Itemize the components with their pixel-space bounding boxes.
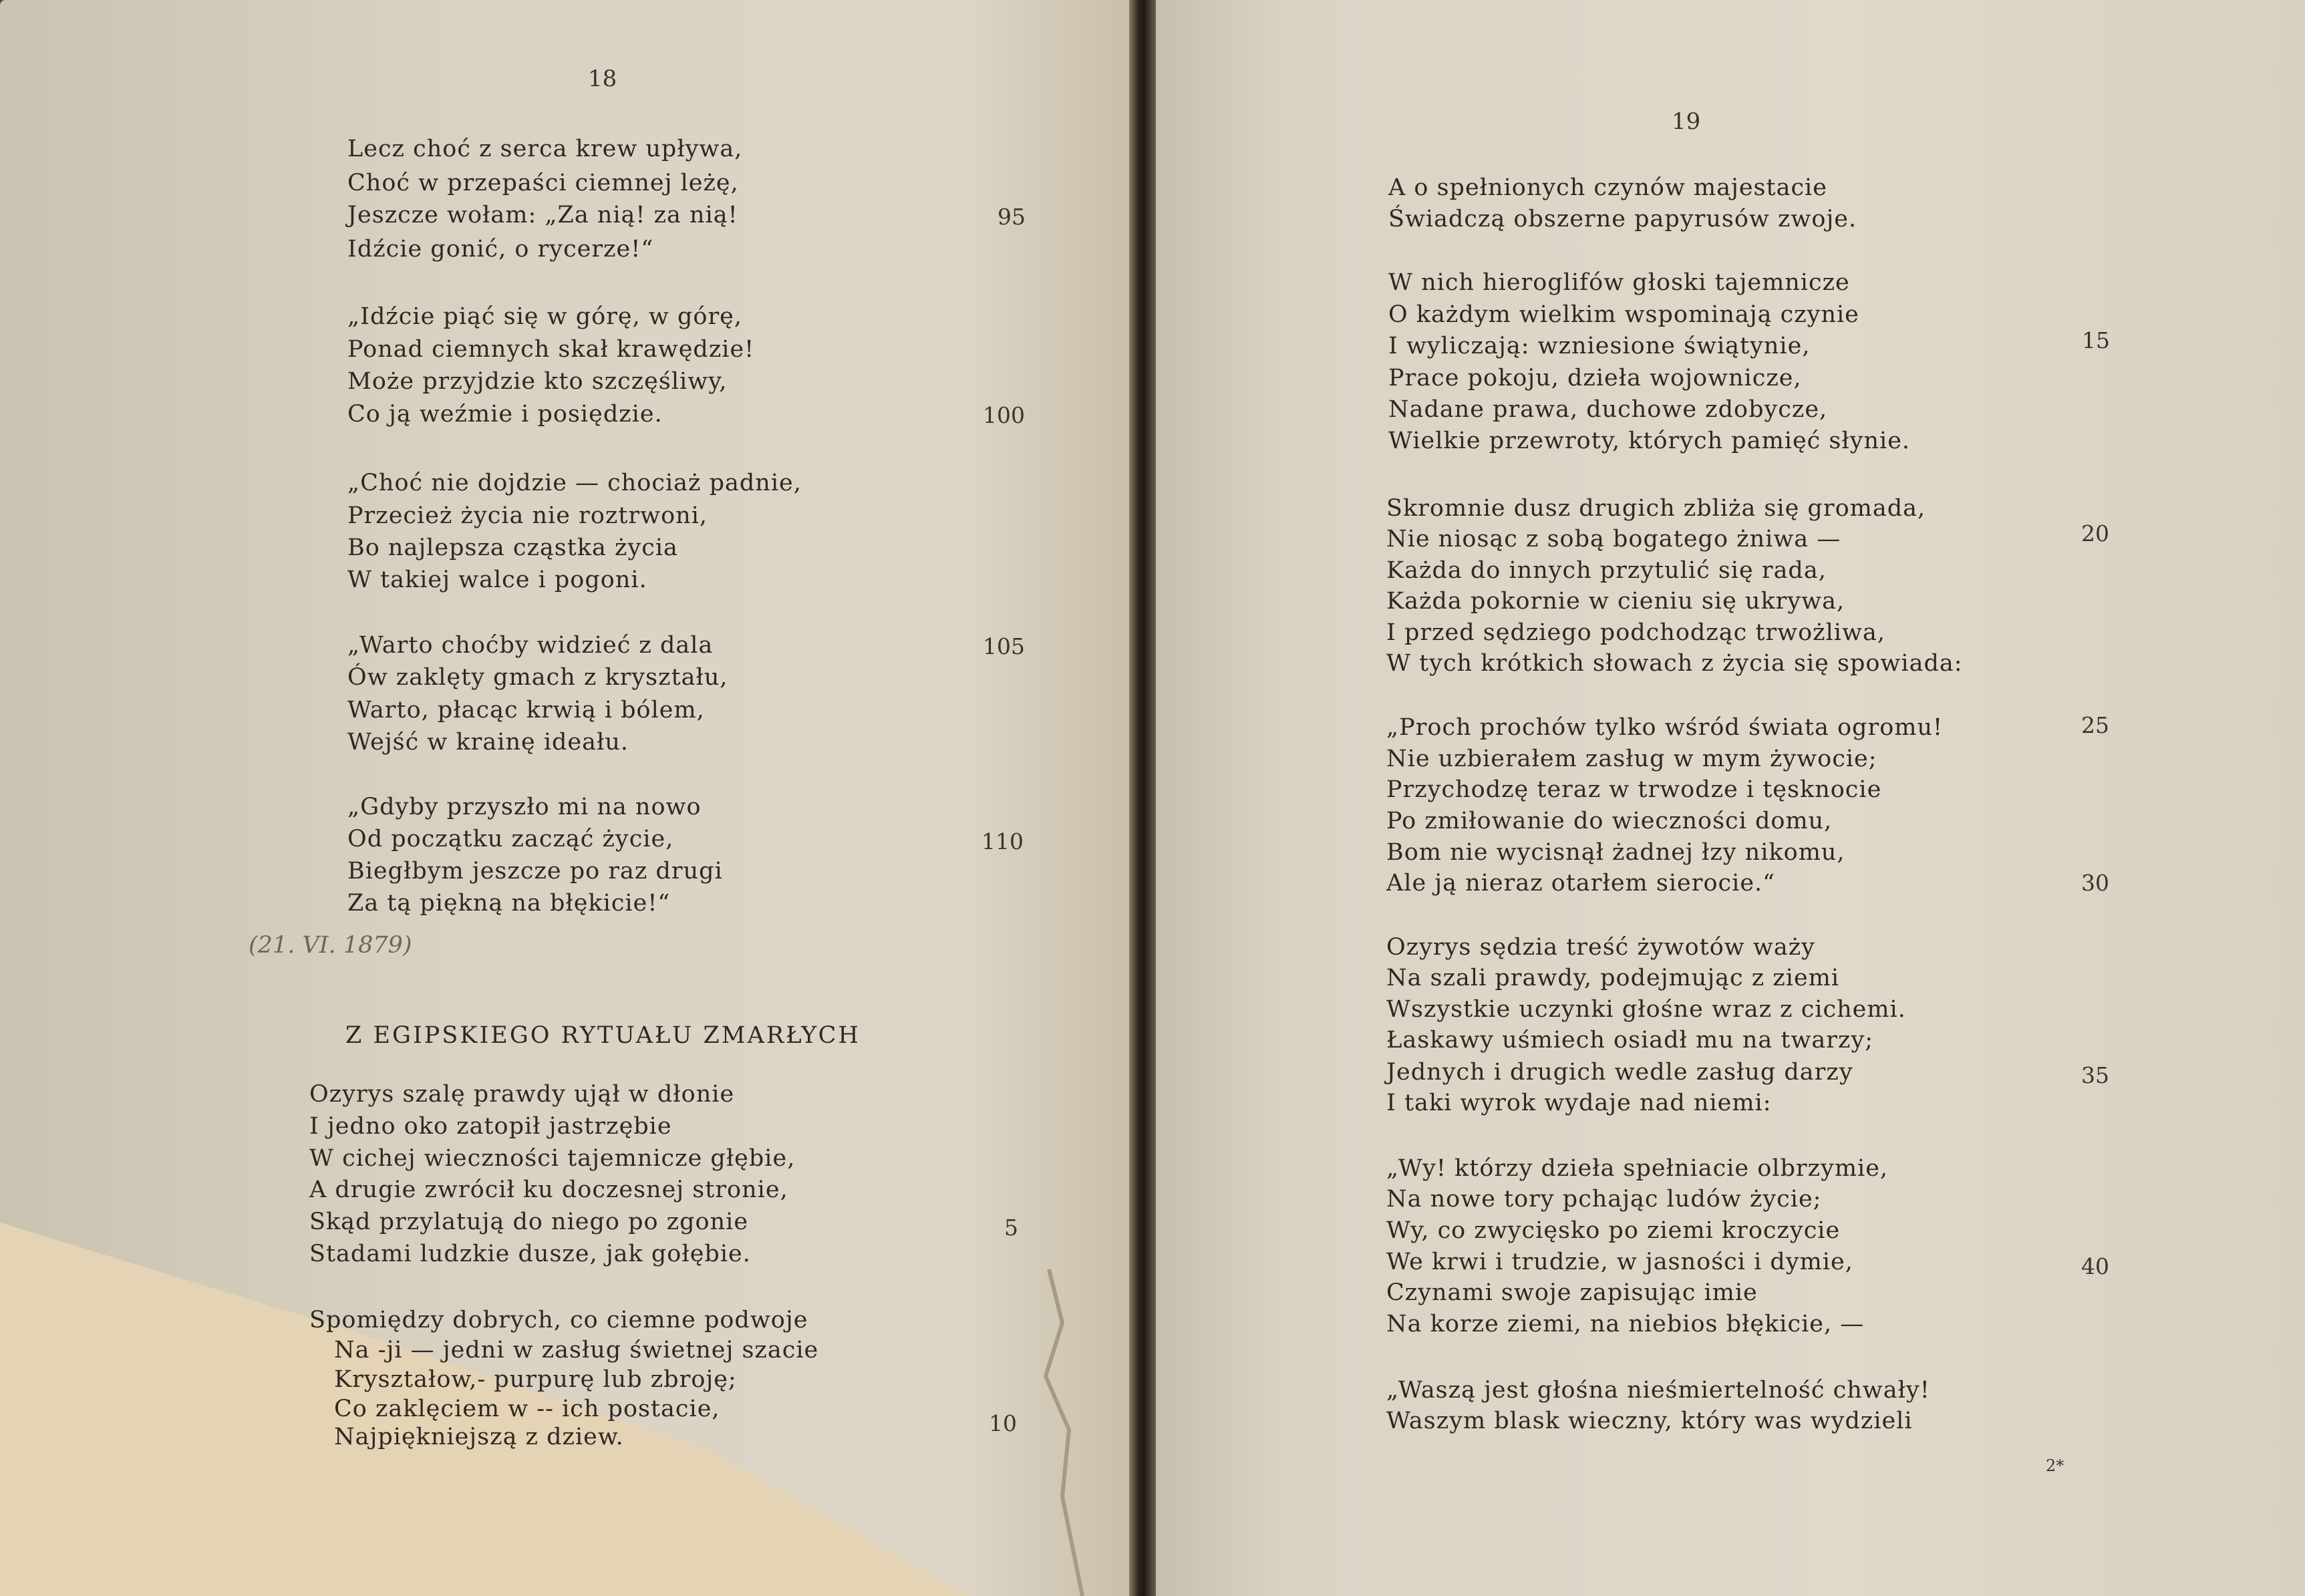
verse-line: „Choć nie dojdzie — chociaż padnie, <box>347 470 802 496</box>
verse-line: Na szali prawdy, podejmując z ziemi <box>1386 965 1840 991</box>
verse-line: Skąd przylatują do niego po zgonie <box>309 1209 749 1235</box>
verse-line: Stadami ludzkie dusze, jak gołębie. <box>309 1241 751 1267</box>
verse-line: Bom nie wycisnął żadnej łzy nikomu, <box>1386 839 1845 866</box>
verse-line: Lecz choć z serca krew upływa, <box>347 136 743 162</box>
verse-line: Skromnie dusz drugich zbliża się gromada, <box>1386 495 1926 522</box>
verse-line: I jedno oko zatopił jastrzębie <box>309 1113 672 1140</box>
date-line: (21. VI. 1879) <box>249 932 412 959</box>
right-page <box>1156 0 2305 1596</box>
line-number: 20 <box>2081 520 2109 546</box>
line-number: 30 <box>2081 870 2109 896</box>
verse-line: Co ją weźmie i posiędzie. <box>347 401 663 428</box>
verse-line: Świadczą obszerne papyrusów zwoje. <box>1388 206 1857 232</box>
verse-line: I wyliczają: wzniesione świątynie, <box>1388 333 1811 359</box>
line-number: 15 <box>2082 327 2110 353</box>
verse-line: A o spełnionych czynów majestacie <box>1388 174 1827 201</box>
verse-line: „Proch prochów tylko wśród świata ogromu! <box>1386 714 1944 741</box>
verse-line: Spomiędzy dobrych, co ciemne podwoje <box>309 1307 808 1333</box>
verse-line: W takiej walce i pogoni. <box>347 567 647 593</box>
left-page <box>0 0 1129 1596</box>
verse-line: Ozyrys szalę prawdy ujął w dłonie <box>309 1081 735 1108</box>
verse-line: W tych krótkich słowach z życia się spowiada: <box>1386 650 1963 677</box>
verse-line: „Wy! którzy dzieła spełniacie olbrzymie, <box>1386 1155 1889 1182</box>
verse-line: Ów zaklęty gmach z kryształu, <box>347 664 728 691</box>
verse-line: Jednych i drugich wedle zasług darzy <box>1386 1059 1853 1086</box>
page-number-right: 19 <box>1672 108 1701 135</box>
verse-line: Idźcie gonić, o rycerze!“ <box>347 236 654 263</box>
verse-line: Nie niosąc z sobą bogatego żniwa — <box>1386 526 1841 552</box>
verse-line: Za tą piękną na błękicie!“ <box>347 890 671 917</box>
verse-line: Każda pokornie w cieniu się ukrywa, <box>1386 588 1845 615</box>
verse-line: Na korze ziemi, na niebios błękicie, — <box>1386 1311 1865 1337</box>
verse-line: „Gdyby przyszło mi na nowo <box>347 794 702 820</box>
poem-title: Z EGIPSKIEGO RYTUAŁU ZMARŁYCH <box>345 1022 861 1049</box>
verse-line: Waszym blask wieczny, który was wydzieli <box>1386 1408 1913 1434</box>
verse-line: Co zaklęciem w -- ich postacie, <box>334 1396 720 1422</box>
verse-line: Może przyjdzie kto szczęśliwy, <box>347 368 728 395</box>
verse-line: Przecież życia nie roztrwoni, <box>347 502 708 529</box>
verse-line: I przed sędziego podchodząc trwożliwa, <box>1386 619 1885 646</box>
verse-line: Nie uzbierałem zasług w mym żywocie; <box>1386 746 1877 772</box>
verse-line: Biegłbym jeszcze po raz drugi <box>347 858 723 885</box>
verse-line: A drugie zwrócił ku doczesnej stronie, <box>309 1176 788 1203</box>
line-number: 40 <box>2081 1253 2109 1279</box>
verse-line: Kryształow,- purpurę lub zbroję; <box>334 1366 737 1393</box>
verse-line: Czynami swoje zapisując imie <box>1386 1279 1758 1306</box>
line-number: 10 <box>989 1410 1017 1436</box>
verse-line: „Idźcie piąć się w górę, w górę, <box>347 303 743 330</box>
verse-line: Warto, płacąc krwią i bólem, <box>347 697 705 724</box>
verse-line: Jeszcze wołam: „Za nią! za nią! <box>347 202 738 228</box>
line-number: 95 <box>997 204 1026 230</box>
line-number: 35 <box>2081 1062 2109 1088</box>
verse-line: W cichej wieczności tajemnicze głębie, <box>309 1145 796 1172</box>
line-number: 25 <box>2081 712 2109 738</box>
verse-line: We krwi i trudzie, w jasności i dymie, <box>1386 1249 1853 1275</box>
verse-line: O każdym wielkim wspominają czynie <box>1388 301 1859 328</box>
verse-line: Na nowe tory pchając ludów życie; <box>1386 1186 1822 1213</box>
verse-line: Ozyrys sędzia treść żywotów waży <box>1386 934 1815 961</box>
verse-line: Wy, co zwycięsko po ziemi kroczycie <box>1386 1217 1841 1244</box>
verse-line: „Waszą jest głośna nieśmiertelność chwały! <box>1386 1377 1930 1404</box>
line-number: 105 <box>983 633 1025 659</box>
line-number: 5 <box>1004 1215 1018 1241</box>
verse-line: Wejść w krainę ideału. <box>347 729 629 756</box>
verse-line: Łaskawy uśmiech osiadł mu na twarzy; <box>1386 1027 1874 1054</box>
verse-line: Przychodzę teraz w trwodze i tęsknocie <box>1386 776 1882 803</box>
verse-line: Wszystkie uczynki głośne wraz z cichemi. <box>1386 996 1906 1023</box>
line-number: 110 <box>981 828 1024 854</box>
verse-line: Od początku zacząć życie, <box>347 826 674 852</box>
verse-line: „Warto choćby widzieć z dala <box>347 632 714 659</box>
page-number-left: 18 <box>588 65 617 92</box>
verse-line: Każda do innych przytulić się rada, <box>1386 557 1827 584</box>
verse-line: I taki wyrok wydaje nad niemi: <box>1386 1090 1772 1116</box>
verse-line: Prace pokoju, dzieła wojownicze, <box>1388 365 1802 391</box>
verse-line: Po zmiłowanie do wieczności domu, <box>1386 808 1833 834</box>
verse-line: Nadane prawa, duchowe zdobycze, <box>1388 396 1828 423</box>
verse-line: W nich hieroglifów głoski tajemnicze <box>1388 269 1850 296</box>
line-number: 100 <box>983 402 1025 428</box>
verse-line: Ponad ciemnych skał krawędzie! <box>347 336 755 363</box>
verse-line: Wielkie przewroty, których pamięć słynie. <box>1388 428 1911 454</box>
signature-mark: 2* <box>2046 1456 2064 1475</box>
verse-line: Bo najlepsza cząstka życia <box>347 534 678 561</box>
book-spine-gutter <box>1129 0 1156 1596</box>
verse-line: Na -ji — jedni w zasług świetnej szacie <box>334 1337 819 1364</box>
verse-line: Choć w przepaści ciemnej leżę, <box>347 170 739 196</box>
verse-line: Najpiękniejszą z dziew. <box>334 1424 624 1450</box>
verse-line: Ale ją nieraz otarłem sierocie.“ <box>1386 870 1776 897</box>
